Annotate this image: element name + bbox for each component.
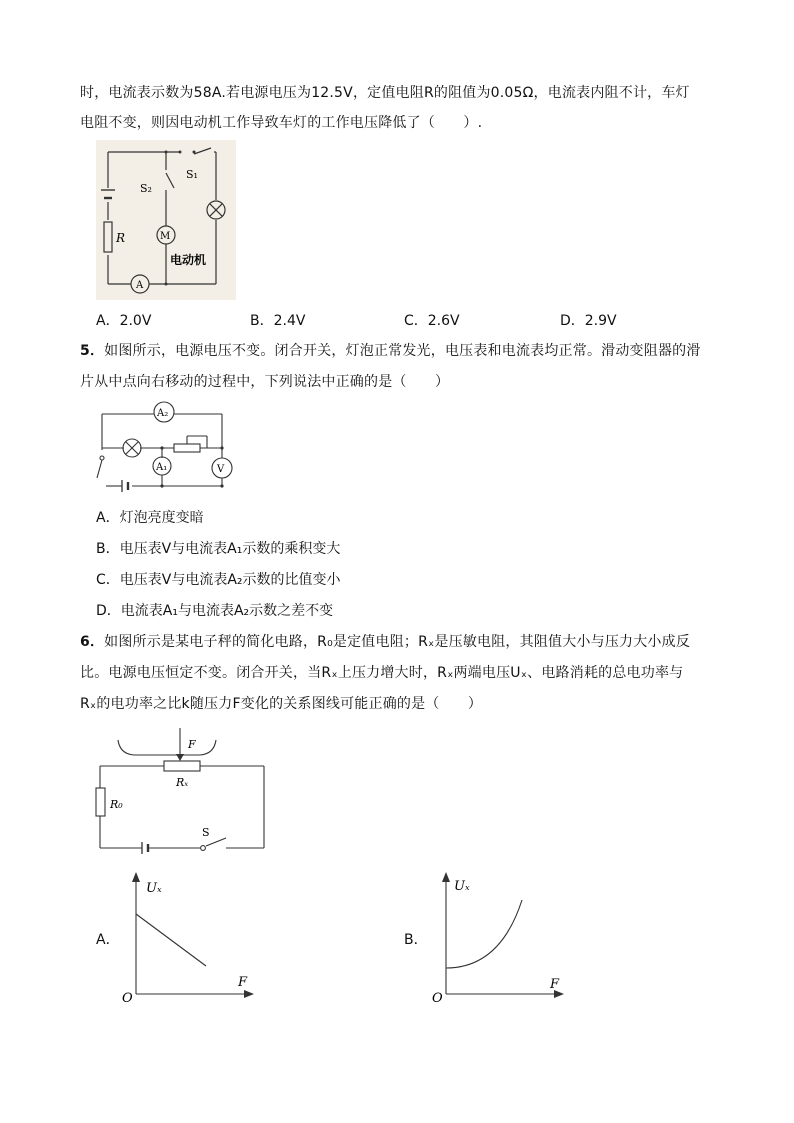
q4-label-r: R [116,231,126,245]
q4-label-a: A [136,280,144,291]
q4-option-d[interactable]: D．2.9V [560,313,617,329]
q4-option-b[interactable]: B．2.4V [250,313,306,329]
q6-label-s: S [202,826,210,839]
q6-label-f: F [188,738,196,751]
q4-option-a[interactable]: A．2.0V [96,313,152,329]
q4-label-s2: S₂ [140,182,152,195]
q6-graph-b-x-label: F [550,977,560,992]
q6-label-r0: R₀ [110,798,123,811]
q6-number: 6． [80,634,105,650]
q6-label-rx: Rₓ [176,776,189,789]
q4-label-s1: S₁ [186,168,198,181]
q5-option-a[interactable]: A．灯泡亮度变暗 [96,510,204,526]
q6-graph-b-svg [430,868,570,1008]
q6-text-line1 [80,632,690,652]
q5-stem-line1: 如图所示，电源电压不变。闭合开关，灯泡正常发光，电压表和电流表均正常。滑动变阻器的滑 [104,343,701,359]
q6-graph-a-origin: O [122,991,133,1006]
q5-option-b[interactable]: B．电压表V与电流表A₁示数的乘积变大 [96,541,341,557]
q5-label-v: V [217,464,225,475]
q6-graph-a-svg [120,868,260,1008]
q4-text-line2: 电阻不变，则因电动机工作导致车灯的工作电压降低了（ ）. [80,115,483,131]
q5-option-c[interactable]: C．电压表V与电流表A₂示数的比值变小 [96,572,341,588]
q5-number: 5． [80,343,105,359]
q4-text-line1: 时，电流表示数为58A.若电源电压为12.5V，定值电阻R的阻值为0.05Ω，电流表内阻不计，车灯 [80,85,690,101]
q5-circuit-figure [92,398,242,498]
q6-graph-a-y-label: Uₓ [146,881,162,896]
q5-text-line2: 片从中点向右移动的过程中，下列说法中正确的是（ ） [80,374,450,390]
q6-option-a-label[interactable]: A． [96,932,120,948]
q6-stem-line1: 如图所示是某电子秤的简化电路，R₀是定值电阻；Rₓ是压敏电阻，其阻值大小与压力大小成反 [104,634,691,650]
q6-graph-b-y-label: Uₓ [454,879,470,894]
q4-option-c[interactable]: C．2.6V [404,313,460,329]
q4-label-motor: 电动机 [170,253,207,267]
q6-circuit-figure [90,724,270,854]
q6-text-line3: Rₓ的电功率之比k随压力F变化的关系图线可能正确的是（ ） [80,696,483,712]
q4-circuit-figure [96,140,236,300]
q6-circuit-diagram [90,724,270,854]
q6-graph-b-origin: O [432,991,443,1006]
q5-circuit-diagram [92,398,242,498]
q5-label-a2: A₂ [157,408,169,419]
q5-label-a1: A₁ [156,462,168,473]
q6-text-line2: 比。电源电压恒定不变。闭合开关，当Rₓ上压力增大时，Rₓ两端电压Uₓ、电路消耗的总电功率与 [80,665,684,681]
q5-option-d[interactable]: D．电流表A₁与电流表A₂示数之差不变 [96,603,334,619]
q5-text-line1 [80,341,701,361]
q4-label-m: M [160,231,171,242]
q6-graph-b [430,868,570,1008]
q6-option-b-label[interactable]: B． [404,932,428,948]
q6-graph-a [120,868,260,1008]
q4-circuit-diagram [96,140,236,300]
q6-graph-a-x-label: F [238,975,248,990]
